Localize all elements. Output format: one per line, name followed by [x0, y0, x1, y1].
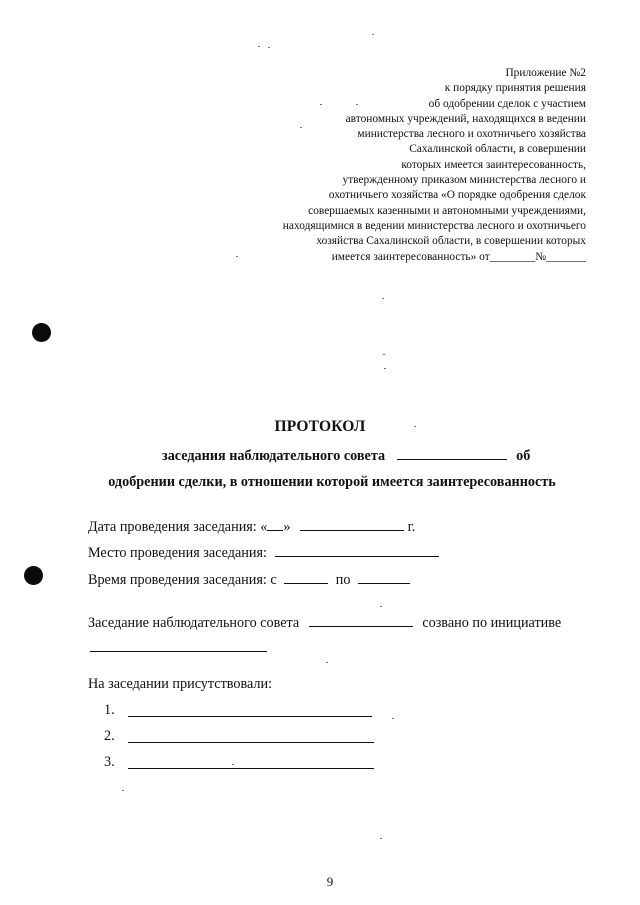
attendee-blank-2[interactable]	[128, 742, 374, 743]
meeting-time-field	[88, 569, 410, 589]
scan-speck	[356, 104, 358, 105]
appendix-line: министерства лесного и охотничьего хозяйства	[357, 128, 586, 141]
place-blank[interactable]	[275, 542, 439, 557]
appendix-line: совершаемых казенными и автономными учреждениями,	[308, 204, 586, 217]
time-to-blank[interactable]	[358, 569, 410, 584]
scan-speck	[382, 298, 384, 299]
page-number: 9	[326, 874, 334, 889]
date-quote-close: »	[283, 519, 291, 535]
appendix-line: автономных учреждений, находящихся в ведении	[345, 112, 586, 125]
scan-speck	[383, 354, 385, 355]
scan-speck	[372, 34, 374, 35]
council-name-blank[interactable]	[397, 445, 507, 460]
date-day-blank[interactable]	[267, 516, 283, 531]
scan-speck	[392, 718, 394, 719]
scan-speck	[414, 426, 416, 427]
scan-speck	[268, 47, 270, 48]
subtitle-text: заседания наблюдательного совета	[162, 448, 386, 464]
date-month-blank[interactable]	[300, 516, 404, 531]
subtitle-line-2: одобрении сделки, в отношении которой имеется заинтересованность	[108, 474, 556, 490]
attendee-number: 1.	[104, 702, 115, 718]
punch-hole-top	[32, 323, 51, 342]
scan-speck	[300, 127, 302, 128]
appendix-line: к порядку принятия решения	[444, 82, 586, 95]
convened-label: Заседание наблюдательного совета	[88, 615, 300, 631]
time-from-blank[interactable]	[284, 569, 328, 584]
attendee-number: 3.	[104, 754, 115, 770]
scan-speck	[258, 46, 260, 47]
attendee-row-2	[104, 728, 115, 745]
place-label: Место проведения заседания:	[88, 545, 267, 561]
appendix-line: Приложение №2	[505, 67, 586, 79]
attendee-row-3	[104, 754, 115, 771]
punch-hole-bottom	[24, 566, 43, 585]
scan-speck	[236, 256, 238, 257]
appendix-header	[246, 66, 586, 265]
scan-speck	[380, 838, 382, 839]
convened-suffix: созвано по инициативе	[422, 615, 562, 631]
convened-field	[88, 612, 561, 632]
appendix-line: имеется заинтересованность» от________№_______	[331, 250, 586, 263]
scan-speck	[232, 764, 234, 765]
date-year-suffix: г.	[407, 519, 416, 535]
document-title: ПРОТОКОЛ	[274, 418, 366, 435]
date-label: Дата проведения заседания: «	[88, 519, 268, 535]
appendix-line: хозяйства Сахалинской области, в совершении которых	[316, 235, 586, 248]
appendix-line: утвержденному приказом министерства лесного и	[342, 174, 586, 187]
attendee-blank-1[interactable]	[128, 716, 372, 717]
attendee-row-1	[104, 702, 115, 719]
appendix-line: Сахалинской области, в совершении	[409, 143, 586, 156]
appendix-line: находящимися в ведении министерства лесного и охотничьего	[282, 219, 586, 232]
scan-speck	[380, 606, 382, 607]
meeting-place-field	[88, 542, 439, 562]
subtitle-line-1	[162, 445, 530, 465]
time-label: Время проведения заседания: с	[88, 572, 277, 588]
attendee-number: 2.	[104, 728, 115, 744]
attendees-label: На заседании присутствовали:	[88, 676, 273, 692]
appendix-line: охотничьего хозяйства «О порядке одобрения сделок	[328, 189, 586, 202]
meeting-date-field	[88, 516, 415, 536]
appendix-line: об одобрении сделок с участием	[428, 97, 586, 110]
scan-speck	[122, 790, 124, 791]
appendix-line: которых имеется заинтересованность,	[401, 158, 586, 171]
subtitle-text-end: об	[516, 448, 531, 464]
scan-speck	[326, 662, 328, 663]
scan-speck	[320, 104, 322, 105]
scan-speck	[384, 368, 386, 369]
convened-council-blank[interactable]	[309, 612, 413, 627]
attendee-blank-3[interactable]	[128, 768, 374, 769]
time-to-label: по	[335, 572, 351, 588]
initiator-blank-line[interactable]	[90, 651, 267, 652]
